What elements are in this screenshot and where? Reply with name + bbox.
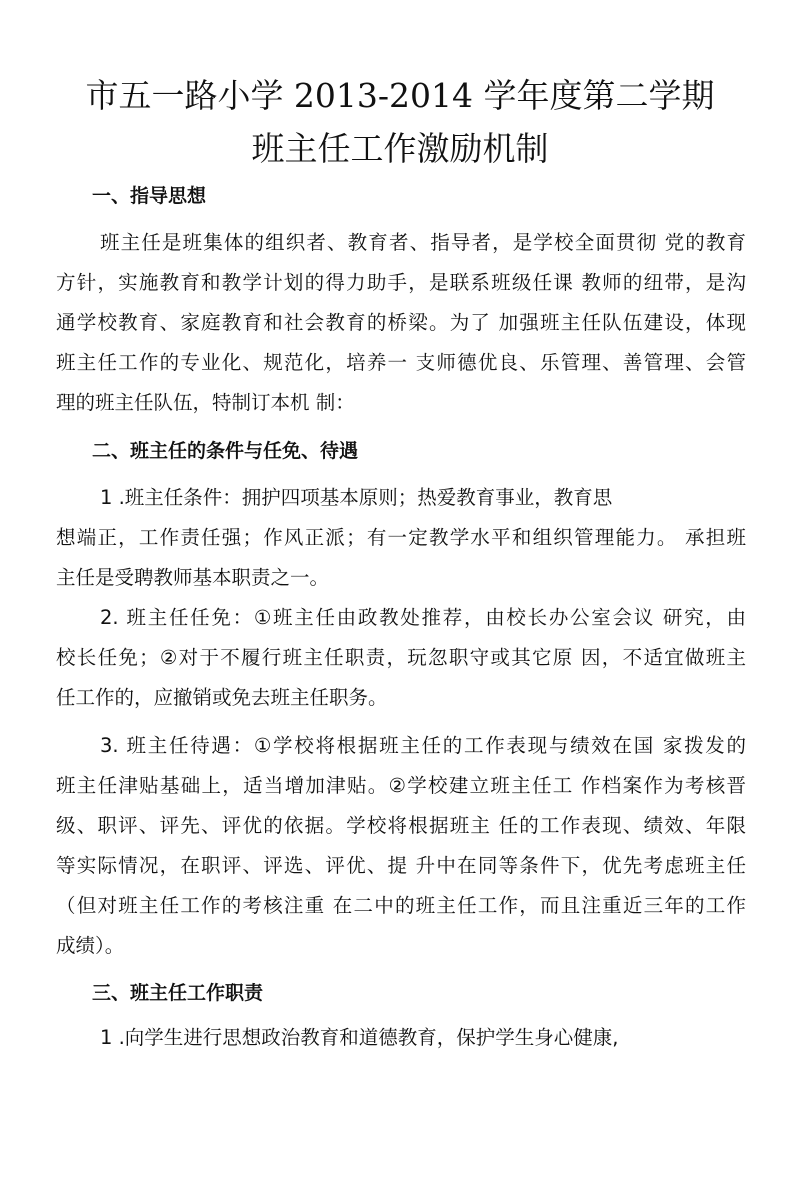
paragraph-line: 班主任工作的专业化、规范化，培养一 支师德优良、乐管理、善管理、会管 bbox=[56, 351, 746, 374]
paragraph-line: 等实际情况，在职评、评选、评优、提 升中在同等条件下，优先考虑班主任 bbox=[56, 854, 746, 877]
paragraph-line: 班主任津贴基础上，适当增加津贴。②学校建立班主任工 作档案作为考核晋 bbox=[56, 774, 746, 797]
section-heading-duties: 三、班主任工作职责 bbox=[92, 982, 264, 1004]
document-title-line-1: 市五一路小学 2013-2014 学年度第二学期 bbox=[85, 76, 715, 115]
paragraph-line: 1 .向学生进行思想政治教育和道德教育，保护学生身心健康, bbox=[100, 1026, 619, 1049]
paragraph-line: 任工作的，应撤销或免去班主任职务。 bbox=[56, 686, 388, 709]
paragraph-line: 理的班主任队伍，特制订本机 制： bbox=[56, 391, 355, 414]
paragraph-line: 2. 班主任任免：①班主任由政教处推荐，由校长办公室会议 研究，由 bbox=[100, 606, 746, 629]
paragraph-line: 通学校教育、家庭教育和社会教育的桥梁。为了 加强班主任队伍建设，体现 bbox=[56, 311, 746, 334]
paragraph-line: 想端正，工作责任强；作风正派；有一定教学水平和组织管理能力。 承担班 bbox=[56, 526, 746, 549]
document-title-line-2: 班主任工作激励机制 bbox=[251, 129, 549, 168]
paragraph-line: 成绩）。 bbox=[56, 934, 125, 957]
paragraph-line: 校长任免；②对于不履行班主任职责，玩忽职守或其它原 因，不适宜做班主 bbox=[56, 646, 746, 669]
section-heading-guiding-ideology: 一、指导思想 bbox=[92, 185, 207, 207]
paragraph-line: 班主任是班集体的组织者、教育者、指导者，是学校全面贯彻 党的教育 bbox=[100, 231, 746, 254]
paragraph-line: 3. 班主任待遇：①学校将根据班主任的工作表现与绩效在国 家拨发的 bbox=[100, 734, 746, 757]
section-heading-conditions-appointment: 二、班主任的条件与任免、待遇 bbox=[92, 440, 359, 462]
paragraph-line: 1 .班主任条件：拥护四项基本原则；热爱教育事业，教育思 bbox=[100, 486, 613, 509]
paragraph-line: （但对班主任工作的考核注重 在二中的班主任工作，而且注重近三年的工作 bbox=[56, 894, 746, 917]
paragraph-line: 级、职评、评先、评优的依据。学校将根据班主 任的工作表现、绩效、年限 bbox=[56, 814, 746, 837]
paragraph-line: 主任是受聘教师基本职责之一。 bbox=[56, 566, 330, 589]
paragraph-line: 方针，实施教育和教学计划的得力助手，是联系班级任课 教师的纽带，是沟 bbox=[56, 271, 746, 294]
